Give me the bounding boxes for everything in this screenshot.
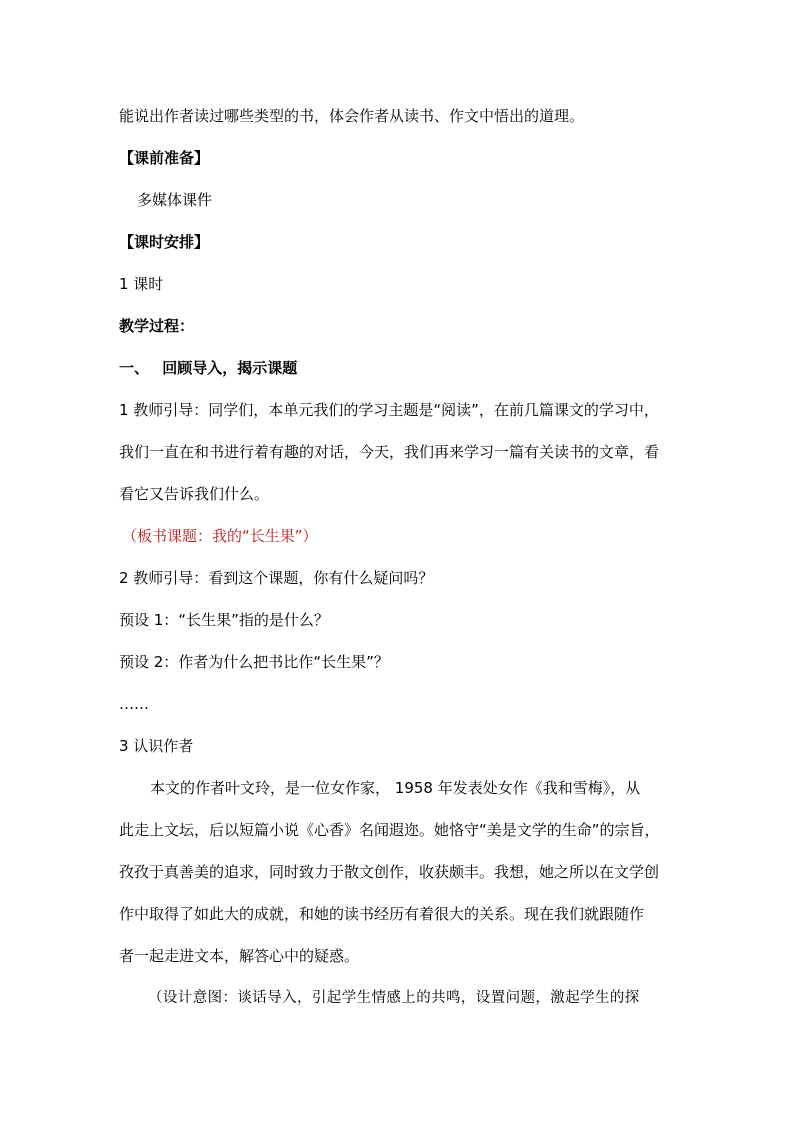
paragraph-line: 看它又告诉我们什么。 [119, 485, 270, 503]
preset-one: 预设 1：“长生果”指的是什么？ [119, 611, 329, 629]
section-heading-preparation: 【课前准备】 [119, 149, 210, 167]
paragraph-line: 作中取得了如此大的成就，和她的读书经历有着很大的关系。现在我们就跟随作 [119, 905, 645, 923]
objective-text: 能说出作者读过哪些类型的书，体会作者从读书、作文中悟出的道理。 [119, 107, 585, 125]
design-intent-note: （设计意图：谈话导入，引起学生情感上的共鸣，设置问题，激起学生的探 [148, 990, 640, 1006]
section-heading-schedule: 【课时安排】 [119, 233, 210, 251]
paragraph-line: 者一起走进文本，解答心中的疑惑。 [119, 947, 360, 965]
teaching-process-heading: 教学过程： [119, 317, 195, 335]
preparation-text: 多媒体课件 [137, 191, 213, 209]
board-note: （板书课题：我的“长生果”） [122, 527, 318, 545]
step-number: 一、 [119, 359, 150, 377]
paragraph-line: 我们一直在和书进行着有趣的对话，今天，我们再来学习一篇有关读书的文章，看 [119, 443, 660, 461]
preset-two: 预设 2：作者为什么把书比作“长生果”？ [119, 653, 389, 671]
subsection-title: 3 认识作者 [119, 737, 194, 755]
paragraph-line: 此走上文坛，后以短篇小说《心香》名闻遐迩。她恪守“美是文学的生命”的宗旨， [119, 821, 660, 839]
step-title: 回顾导入，揭示课题 [162, 359, 298, 377]
paragraph-line: 2 教师引导：看到这个课题，你有什么疑问吗？ [119, 569, 434, 587]
schedule-text: 1 课时 [119, 275, 164, 293]
paragraph-line: 孜孜于真善美的追求，同时致力于散文创作，收获颇丰。我想，她之所以在文学创 [119, 863, 660, 881]
paragraph-line: 本文的作者叶文玲，是一位女作家， 1958 年发表处女作《我和雪梅》，从 [150, 779, 641, 797]
ellipsis: …… [119, 695, 149, 713]
step-one-heading [119, 358, 297, 378]
paragraph-line: 1 教师引导：同学们，本单元我们的学习主题是“阅读”，在前几篇课文的学习中， [119, 401, 659, 419]
